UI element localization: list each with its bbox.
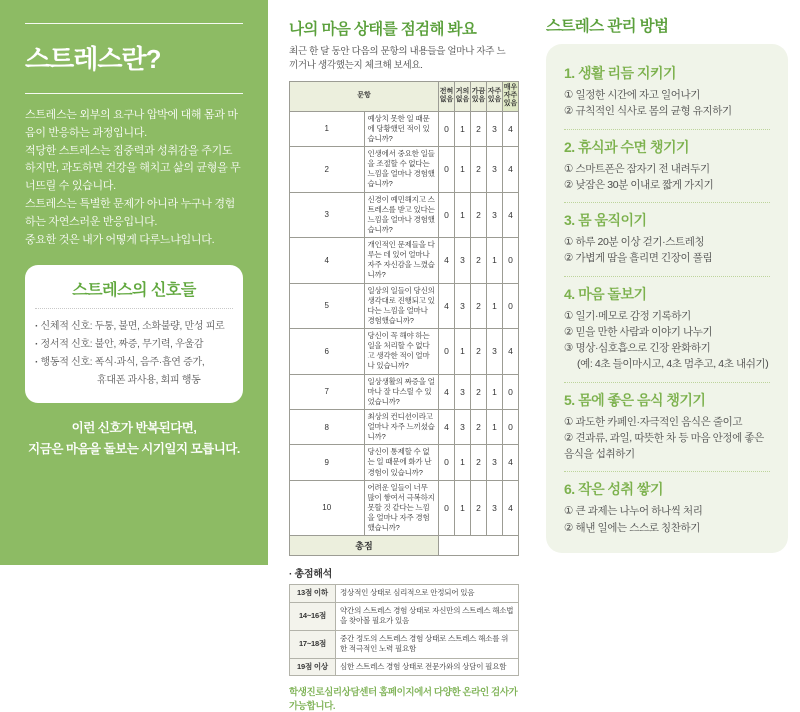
total-value-cell[interactable] [439,536,519,556]
scale-header: 가끔 있음 [471,81,487,111]
range-description: 정상적인 상태로 심리적으로 안정되어 있음 [336,585,519,603]
range-description: 약간의 스트레스 경험 상태로 자신만의 스트레스 해소법을 찾아볼 필요가 있음 [336,602,519,630]
score-cell[interactable]: 1 [487,409,503,444]
score-cell[interactable]: 1 [455,445,471,480]
score-cell[interactable]: 2 [471,192,487,238]
management-tip: ① 하루 20분 이상 걷기·스트레칭 [564,236,705,249]
left-footer-line: 지금은 마음을 돌보는 시기일지 모릅니다. [28,441,240,456]
left-panel [0,0,268,565]
management-tip: ② 견과류, 과일, 따뜻한 차 등 마음 안정에 좋은 음식을 섭취하기 [564,431,764,461]
interpretation-body [290,585,519,676]
score-range: 19점 이상 [290,658,336,676]
question-number: 1 [290,111,365,146]
signal-item: · 행동적 신호: 폭식·과식, 음주·흡연 증가, [35,354,233,372]
question-number: 3 [290,192,365,238]
checklist-subtitle: 최근 한 달 동안 다음의 문항의 내용들을 얼마나 자주 느끼거나 생각했는지 체크해 보세요. [289,46,506,72]
question-row [290,445,519,480]
signals-card [25,265,243,403]
management-section-heading: 4. 마음 돌보기 [564,285,647,302]
question-row [290,409,519,444]
signal-item: · 신체적 신호: 두통, 불면, 소화불량, 만성 피로 [35,318,233,336]
intro-paragraph: 스트레스는 특별한 문제가 아니라 누구나 경험하는 자연스러운 반응입니다. [25,198,235,228]
score-cell[interactable]: 1 [487,238,503,284]
management-section-heading: 2. 휴식과 수면 챙기기 [564,138,690,155]
question-row [290,111,519,146]
question-number: 9 [290,445,365,480]
score-cell[interactable]: 4 [439,409,455,444]
left-footer-line: 이런 신호가 반복된다면, [71,420,197,435]
score-cell[interactable]: 2 [471,147,487,193]
score-cell[interactable]: 4 [503,111,519,146]
question-row [290,238,519,284]
management-tip: ② 해낸 일에는 스스로 칭찬하기 [564,521,700,534]
interpretation-row [290,658,519,676]
management-section [564,203,770,277]
question-number: 7 [290,374,365,409]
question-row [290,147,519,193]
divider-top [25,23,243,24]
score-cell[interactable]: 4 [439,374,455,409]
score-cell[interactable]: 2 [471,480,487,536]
management-tip: ② 규칙적인 식사로 몸의 균형 유지하기 [564,105,732,118]
score-cell[interactable]: 2 [471,283,487,329]
question-number: 5 [290,283,365,329]
scale-header: 자주 있음 [487,81,503,111]
management-tip-note: (예: 4초 들이마시고, 4초 멈추고, 4초 내쉬기) [577,358,769,371]
management-section-heading: 6. 작은 성취 쌓기 [564,481,663,498]
score-cell[interactable]: 1 [455,111,471,146]
question-number: 4 [290,238,365,284]
score-range: 13점 이하 [290,585,336,603]
score-cell[interactable]: 2 [471,238,487,284]
score-cell[interactable]: 0 [439,480,455,536]
scale-header: 거의 없음 [455,81,471,111]
score-cell[interactable]: 1 [455,192,471,238]
score-cell[interactable]: 0 [439,192,455,238]
score-cell[interactable]: 3 [487,111,503,146]
range-description: 심한 스트레스 경험 상태로 전문가와의 상담이 필요함 [336,658,519,676]
question-row [290,192,519,238]
left-title: 스트레스란? [25,44,161,74]
question-row [290,283,519,329]
score-cell[interactable]: 0 [503,238,519,284]
score-cell[interactable]: 4 [439,238,455,284]
management-section [564,383,770,473]
management-tip: ① 일기·메모로 감정 기록하기 [564,309,691,322]
question-number: 2 [290,147,365,193]
checklist-table [289,81,519,557]
score-cell[interactable]: 4 [503,147,519,193]
management-tip: ② 믿을 만한 사람과 이야기 나누기 [564,325,713,338]
management-section [564,56,770,130]
score-cell[interactable]: 1 [455,480,471,536]
score-cell[interactable]: 2 [471,111,487,146]
score-cell[interactable]: 4 [503,192,519,238]
intro-paragraph: 중요한 것은 내가 어떻게 다루느냐입니다. [25,233,215,246]
question-row [290,374,519,409]
question-column-header: 문항 [290,81,439,111]
score-cell[interactable]: 4 [503,480,519,536]
interpretation-row [290,630,519,658]
score-cell[interactable]: 2 [471,409,487,444]
range-description: 중간 정도의 스트레스 경험 상태로 스트레스 해소를 위한 적극적인 노력 필요함 [336,630,519,658]
management-section-heading: 3. 몸 움직이기 [564,212,647,229]
interpretation-row [290,585,519,603]
score-cell[interactable]: 3 [487,192,503,238]
score-cell[interactable]: 3 [487,480,503,536]
score-cell[interactable]: 0 [503,283,519,329]
score-cell[interactable]: 3 [455,283,471,329]
management-tip: ① 큰 과제는 나누어 하나씩 처리 [564,505,703,518]
score-cell[interactable]: 3 [455,409,471,444]
score-cell[interactable]: 0 [503,409,519,444]
total-row [290,536,519,556]
management-section-heading: 1. 생활 리듬 지키기 [564,65,677,81]
management-tip: ② 가볍게 땀을 흘리면 긴장이 풀림 [564,252,713,265]
management-title: 스트레스 관리 방법 [546,18,669,35]
online-test-footnote: 학생진로심리상담센터 홈페이지에서 다양한 온라인 검사가 가능합니다. [289,687,518,712]
divider-under-title [25,93,243,94]
intro-paragraphs [25,107,243,250]
checklist-title: 나의 마음 상태를 점검해 봐요 [289,21,477,38]
question-text: 인생에서 중요한 일들을 조절할 수 없다는 느낌을 얼마나 경험했습니까? [364,147,439,193]
checklist-header-row [290,81,519,111]
score-cell[interactable]: 2 [471,374,487,409]
left-footer [25,418,243,461]
score-cell[interactable]: 2 [471,329,487,375]
score-range: 17~18점 [290,630,336,658]
management-tip: ① 일정한 시간에 자고 일어나기 [564,89,700,101]
question-text: 개인적인 문제들을 다루는 데 있어 얼마나 자주 자신감을 느꼈습니까? [364,238,439,284]
score-cell[interactable]: 2 [471,445,487,480]
question-number: 6 [290,329,365,375]
signal-item: 휴대폰 과사용, 회피 행동 [97,374,201,386]
score-cell[interactable]: 0 [503,374,519,409]
question-text: 최상의 컨디션이라고 얼마나 자주 느끼셨습니까? [364,409,439,444]
question-text: 신경이 예민해지고 스트레스를 받고 있다는 느낌을 얼마나 경험했습니까? [364,192,439,238]
interpretation-row [290,602,519,630]
score-cell[interactable]: 4 [503,445,519,480]
score-cell[interactable]: 3 [487,445,503,480]
score-cell[interactable]: 3 [455,238,471,284]
signal-item: · 정서적 신호: 불안, 짜증, 무기력, 우울감 [35,336,233,354]
interpretation-table [289,584,519,676]
score-cell[interactable]: 0 [439,111,455,146]
scale-header: 전혀 없음 [439,81,455,111]
score-cell[interactable]: 0 [439,147,455,193]
score-cell[interactable]: 3 [487,329,503,375]
checklist-table-head [290,81,519,111]
intro-paragraph: 적당한 스트레스는 집중력과 성취감을 주기도 하지만, 과도하면 건강을 해치고 삶의 균형을 무너뜨릴 수 있습니다. [25,144,241,193]
management-tip: ③ 명상·심호흡으로 긴장 완화하기 [564,342,711,355]
question-number: 10 [290,480,365,536]
management-section [564,277,770,383]
score-cell[interactable]: 1 [455,147,471,193]
score-cell[interactable]: 4 [439,283,455,329]
question-row [290,480,519,536]
management-section [564,472,770,545]
management-section [564,130,770,204]
question-row [290,329,519,375]
checklist-table-body [290,111,519,556]
management-tip: ① 과도한 카페인·자극적인 음식은 줄이고 [564,415,743,428]
management-card [546,44,788,553]
score-cell[interactable]: 1 [487,283,503,329]
question-text: 당신이 통제할 수 없는 일 때문에 화가 난 경험이 있습니까? [364,445,439,480]
score-range: 14~16점 [290,602,336,630]
question-text: 예상치 못한 일 때문에 당황했던 적이 있습니까? [364,111,439,146]
score-cell[interactable]: 1 [487,374,503,409]
score-cell[interactable]: 3 [487,147,503,193]
checklist-panel [268,0,531,712]
management-section-heading: 5. 몸에 좋은 음식 챙기기 [564,391,706,408]
question-text: 일상의 일들이 당신의 생각대로 진행되고 있다는 느낌을 얼마나 경험했습니까? [364,283,439,329]
management-tip: ① 스마트폰은 잠자기 전 내려두기 [564,162,710,175]
score-cell[interactable]: 1 [455,329,471,375]
score-cell[interactable]: 3 [455,374,471,409]
score-cell[interactable]: 0 [439,445,455,480]
score-cell[interactable]: 4 [503,329,519,375]
intro-paragraph: 스트레스는 외부의 요구나 압박에 대해 몸과 마음이 반응하는 과정입니다. [25,109,238,139]
interpretation-title: · 총점해석 [289,569,332,581]
total-label: 총점 [290,536,439,556]
question-text: 어려운 일들이 너무 많이 쌓여서 극복하지 못할 것 같다는 느낌을 얼마나 자주 경험했습니까? [364,480,439,536]
scale-header: 매우 자주 있음 [503,81,519,111]
management-tip: ② 낮잠은 30분 이내로 짧게 가지기 [564,178,714,191]
management-panel [531,0,800,565]
signals-list [35,318,233,390]
signals-title: 스트레스의 신호들 [35,277,233,309]
question-number: 8 [290,409,365,444]
question-text: 당신이 꼭 해야 하는 일을 처리할 수 없다고 생각한 적이 얼마나 있습니까? [364,329,439,375]
score-cell[interactable]: 0 [439,329,455,375]
question-text: 일상생활의 짜증을 얼마나 잘 다스릴 수 있었습니까? [364,374,439,409]
